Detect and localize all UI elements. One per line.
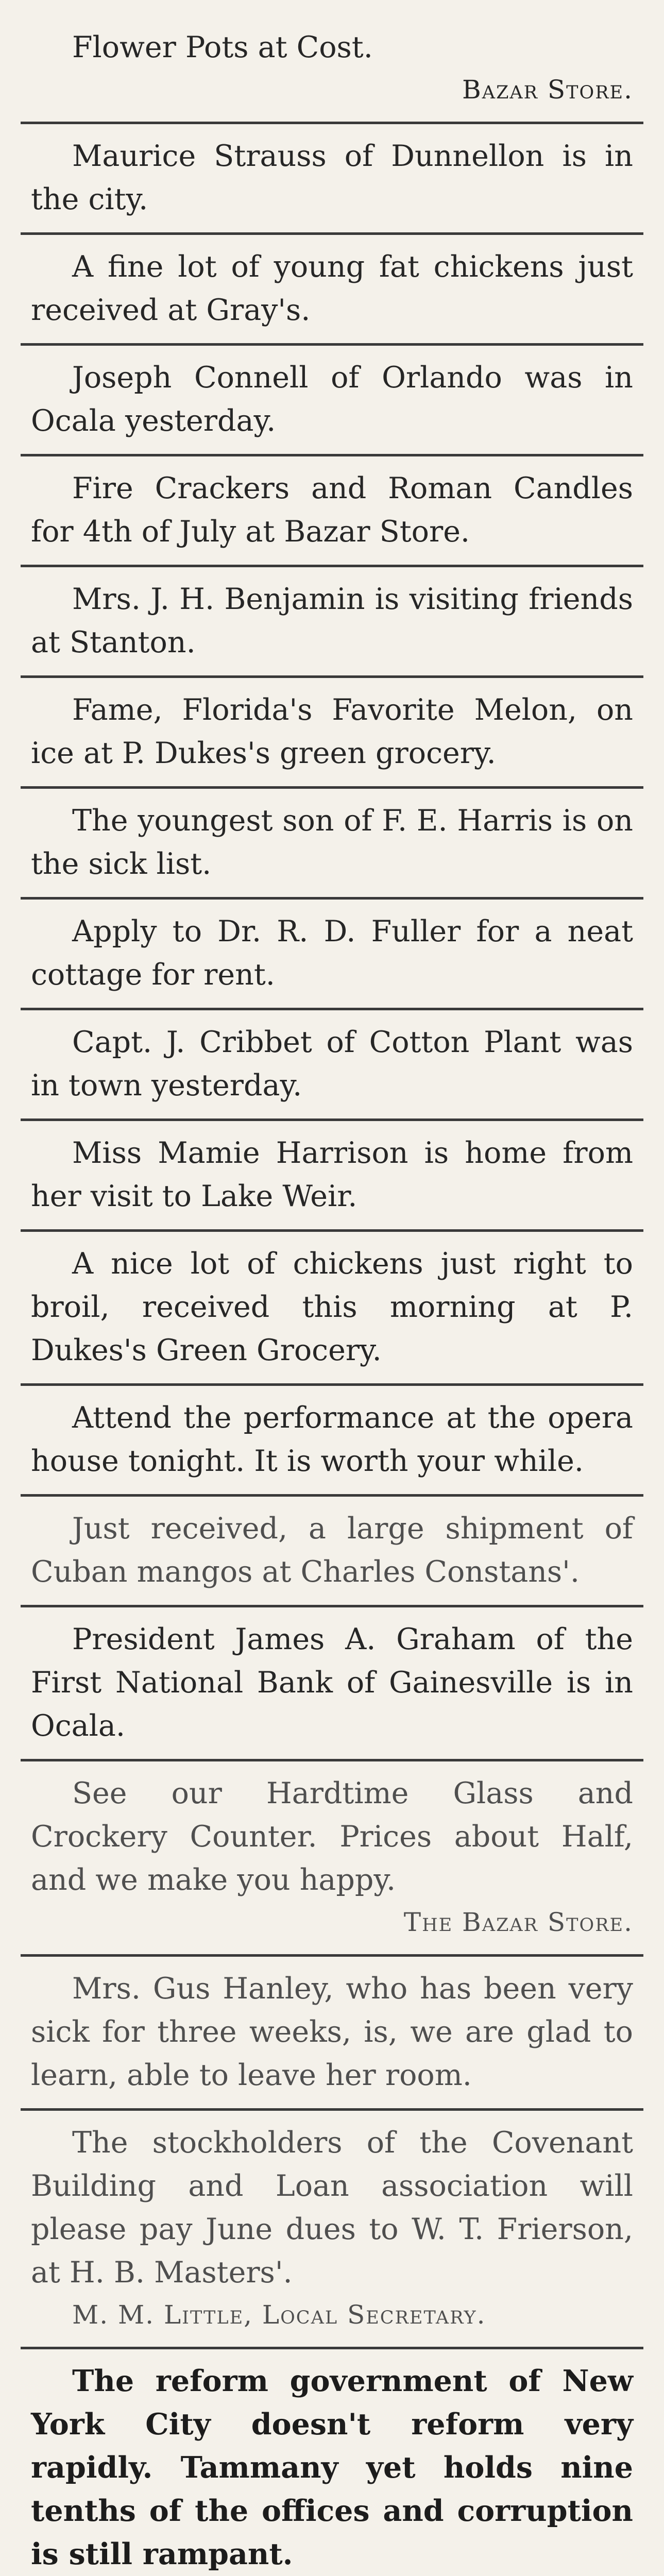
news-item-text: Miss Mamie Harrison is home from her visit to Lake Weir. (31, 1136, 633, 1213)
news-item-text: Fire Crackers and Roman Candles for 4th of July at Bazar Store. (31, 471, 633, 549)
news-item-text: The reform government of New York City doesn't reform very rapidly. Tammany yet holds nine tenths of the offices and corruption is still rampant. (31, 2364, 633, 2571)
news-item (21, 456, 643, 567)
news-item-text: Apply to Dr. R. D. Fuller for a neat cottage for rent. (31, 914, 633, 992)
news-item-text: A nice lot of chickens just right to broil, received this morning at P. Dukes's Green Grocery. (31, 1247, 633, 1367)
news-item-signature: The Bazar Store. (403, 1907, 633, 1937)
news-item (21, 1386, 643, 1497)
news-item (21, 346, 643, 456)
news-item-text: The stockholders of the Covenant Building and Loan association will please pay June dues to W. T. Frierson, at H. B. Masters'. (31, 2126, 633, 2290)
news-item (21, 1121, 643, 1232)
news-item (21, 235, 643, 346)
news-item (21, 900, 643, 1010)
news-item-signature: M. M. Little, Local Secretary. (72, 2300, 486, 2330)
news-item-text: A fine lot of young fat chickens just received at Gray's. (31, 250, 633, 327)
news-item (21, 2349, 643, 2576)
news-item-text: Joseph Connell of Orlando was in Ocala yesterday. (31, 361, 633, 438)
news-item (21, 1497, 643, 1607)
news-item-text: Flower Pots at Cost. (72, 30, 373, 64)
news-item (21, 789, 643, 900)
news-item-text: Attend the performance at the opera house tonight. It is worth your while. (31, 1401, 633, 1478)
news-item-text: See our Hardtime Glass and Crockery Counter. Prices about Half, and we make you happy. (31, 1776, 633, 1897)
news-item (21, 1761, 643, 1957)
news-item-text: Capt. J. Cribbet of Cotton Plant was in town yesterday. (31, 1025, 633, 1103)
news-item (21, 1957, 643, 2111)
news-item (21, 678, 643, 789)
news-item-text: Just received, a large shipment of Cuban mangos at Charles Constans'. (31, 1512, 633, 1589)
news-item-text: President James A. Graham of the First National Bank of Gainesville is in Ocala. (31, 1622, 633, 1743)
news-item-text: Mrs. J. H. Benjamin is visiting friends at Stanton. (31, 582, 633, 659)
news-item-text: Mrs. Gus Hanley, who has been very sick for three weeks, is, we are glad to learn, able to leave her room. (31, 1972, 633, 2092)
news-item-text: Maurice Strauss of Dunnellon is in the city. (31, 139, 633, 216)
news-item (21, 1010, 643, 1121)
news-item (21, 124, 643, 235)
news-item (21, 1232, 643, 1386)
news-item (21, 567, 643, 678)
news-item (21, 2111, 643, 2349)
news-item (21, 15, 643, 124)
news-item-text: Fame, Florida's Favorite Melon, on ice at P. Dukes's green grocery. (31, 693, 633, 770)
news-item-text: The youngest son of F. E. Harris is on the sick list. (31, 804, 633, 881)
news-item (21, 1607, 643, 1761)
news-item-signature: Bazar Store. (462, 75, 633, 105)
